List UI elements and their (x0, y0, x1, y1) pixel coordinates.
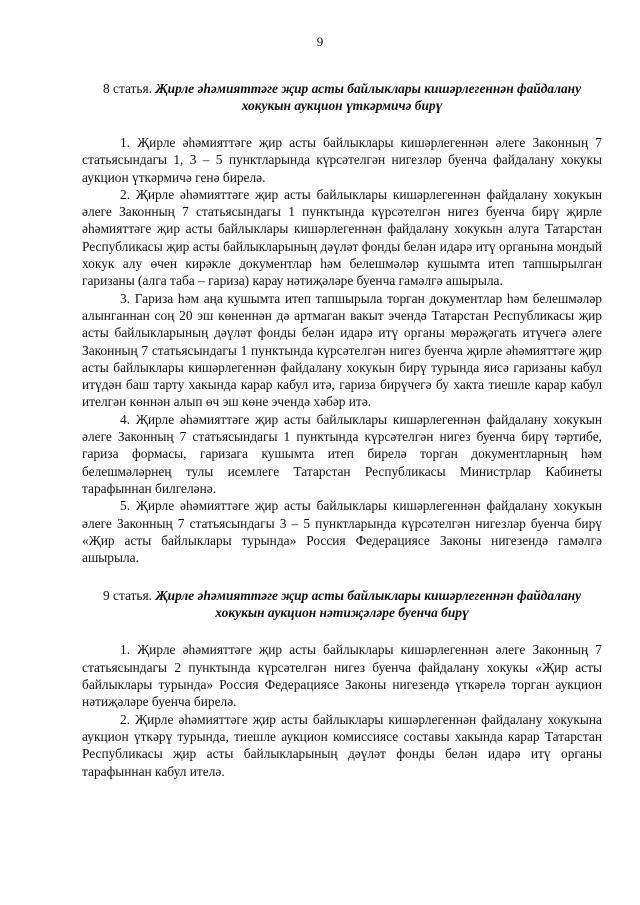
paragraph: 1. Җирле әһәмияттәге җир асты байлыклары кишәрлегеннән әлеге Законның 7 статьясындагы 2 пунктында күрсәтелгән нигез буенча файдалану хокукы «Җир асты байлыклары турында» Россия Федерациясе Законы нигезендә үткәрелә торган аукцион нәтиҗәләре буенча бирелә. (82, 642, 602, 710)
article-title: Җирле әһәмияттәге җир асты байлыклары кишәрлегеннән файдалану хокукын аукцион нәтиҗәләре буенча бирү (155, 588, 582, 621)
article-heading (82, 587, 602, 621)
article-label: 8 статья. (102, 81, 153, 96)
paragraph: 1. Җирле әһәмияттәге җир асты байлыклары кишәрлегеннән әлеге Законның 7 статьясындагы 1, 3 – 5 пунктларында күрсәтелгән нигезләр буенча файдалану хокукы аукцион үткәрмичә генә бирелә. (82, 135, 602, 185)
article-title: Җирле әһәмияттәге җир асты байлыклары кишәрлегеннән файдалану хокукын аукцион үткәрмичә бирү (155, 81, 582, 113)
article-9 (82, 587, 602, 779)
paragraph: 2. Җирле әһәмияттәге җир асты байлыклары кишәрлегеннән файдалану хокукына аукцион үткәрү турында, тиешле аукцион комиссиясе составы хакында карар Татарстан Республикасы җир асты байлыкларының дәүләт фонды белән идарә итү органы тарафыннан кабул ителә. (82, 711, 602, 779)
paragraph: 5. Җирле әһәмияттәге җир асты байлыклары кишәрлегеннән файдалану хокукын әлеге Законның 7 статьясындагы 3 – 5 пунктларында күрсәтелгән нигезләр буенча бирү «Җир асты байлыклары турында» Россия Федерациясе Законы нигезендә гамәлгә ашырыла. (82, 498, 602, 566)
page-number: 9 (316, 34, 324, 49)
document-body (82, 80, 602, 780)
article-8 (82, 80, 602, 566)
paragraph: 2. Җирле әһәмияттәге җир асты байлыклары кишәрлегеннән файдалану хокукын әлеге Законның 7 статьясындагы 1 пунктында күрсәтелгән нигез буенча бирү җирле әһәмияттәге җир асты байлыклары кишәрлегеннән файдалану хокукын алуга Татарстан Республикасы җир асты байлыкларының дәүләт фонды белән идарә итү органына мондый хокук алу өчен кирәкле документлар һәм белешмәләр кушымта итеп тапшырылган гаризаны (алга таба – гариза) карау нәтиҗәләре буенча гамәлгә ашырыла. (82, 186, 602, 289)
paragraph: 3. Гариза һәм аңа кушымта итеп тапшырыла торган документлар һәм белешмәләр алынганнан соң 20 эш көненнән дә артмаган вакыт эчендә Татарстан Республикасы җир асты байлыкларының дәүләт фонды белән идарә итү органы мөрәҗәгать итүчегә әлеге Законның 7 статьясындагы 1 пунктында күрсәтелгән нигез буенча җирле әһәмияттәге җир асты байлыклары кишәрлегеннән файдалану хокукын бирү турында яисә гаризаны кабул итүдән баш тарту хакында карар кабул итә, гариза бирүчегә бу хакта тиешле карар кабул ителгән көннән алып өч эш көне эчендә хәбәр итә. (82, 290, 602, 410)
article-label: 9 статья. (102, 588, 153, 604)
article-heading (82, 80, 602, 114)
paragraph: 4. Җирле әһәмияттәге җир асты байлыклары кишәрлегеннән файдалану хокукын әлеге Законның 7 статьясындагы 1 пунктында күрсәтелгән нигез буенча бирү тәртибе, гариза формасы, гаризага кушымта итеп бирелә торган документларның һәм белешмәләрнең тулы исемлеге Татарстан Республикасы Министрлар Кабинеты тарафыннан билгеләнә. (82, 411, 602, 496)
